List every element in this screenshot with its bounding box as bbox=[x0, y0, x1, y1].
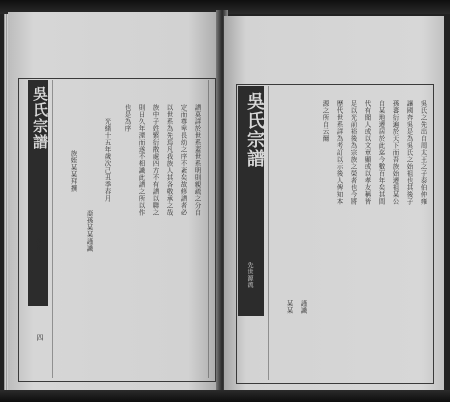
left-column-4: 族中子姓繁衍散處四方不有譜以聯之 bbox=[151, 104, 160, 216]
left-column-5: 則日久年湮而遂不相識此譜之所以作 bbox=[137, 104, 146, 216]
left-column-date: 光緒十五年歲次己丑季春月 bbox=[103, 118, 112, 202]
right-column-5: 代有聞人或以文章顯或以孝友稱皆 bbox=[363, 100, 372, 205]
right-rule-1 bbox=[268, 86, 269, 380]
left-rule-2 bbox=[208, 80, 209, 378]
left-column-1: 譜莫詳於世系蓋世系明則親疏之分自 bbox=[193, 104, 202, 216]
right-column-4: 自某地遷居於此迄今數百年矣其間 bbox=[377, 100, 386, 205]
left-column-signature-1: 裔孫某某謹識 bbox=[85, 210, 94, 252]
left-side-note: 卷首 bbox=[34, 238, 41, 251]
right-banner-title: 吳氏宗譜 bbox=[244, 92, 265, 168]
left-page-number: 四 bbox=[36, 334, 44, 342]
right-column-8: 源之所自云爾 bbox=[321, 100, 330, 142]
right-column-10: 某某 bbox=[285, 300, 294, 314]
left-rule-1 bbox=[52, 80, 53, 378]
left-banner-title: 吳氏宗譜 bbox=[31, 86, 49, 150]
right-column-3: 孫蕃衍遍於天下而吾族始遷祖某公 bbox=[391, 100, 400, 205]
right-column-9: 謹識 bbox=[299, 300, 308, 314]
left-column-2: 定而尊卑長幼之序不紊矣故修譜者必 bbox=[179, 104, 188, 216]
bottom-shadow bbox=[0, 390, 450, 402]
left-column-3: 以世系為先焉凡我族人其各敬承之哉 bbox=[165, 104, 174, 216]
left-column-signature-2: 族姪某某拜撰 bbox=[69, 150, 78, 192]
right-column-7: 歷代世系詳為考訂以示後人俾知本 bbox=[335, 100, 344, 205]
right-column-1: 吳氏之先出自周太王之子泰伯仲雍 bbox=[419, 100, 428, 205]
right-side-note: 先世源流 bbox=[246, 262, 253, 288]
left-banner bbox=[28, 80, 48, 306]
left-column-6: 也是為序 bbox=[123, 104, 132, 132]
right-column-2: 讓國奔吳是為吳氏之始祖也其後子 bbox=[405, 100, 414, 205]
right-column-6: 足以光前裕後為宗族之榮者也今將 bbox=[349, 100, 358, 205]
